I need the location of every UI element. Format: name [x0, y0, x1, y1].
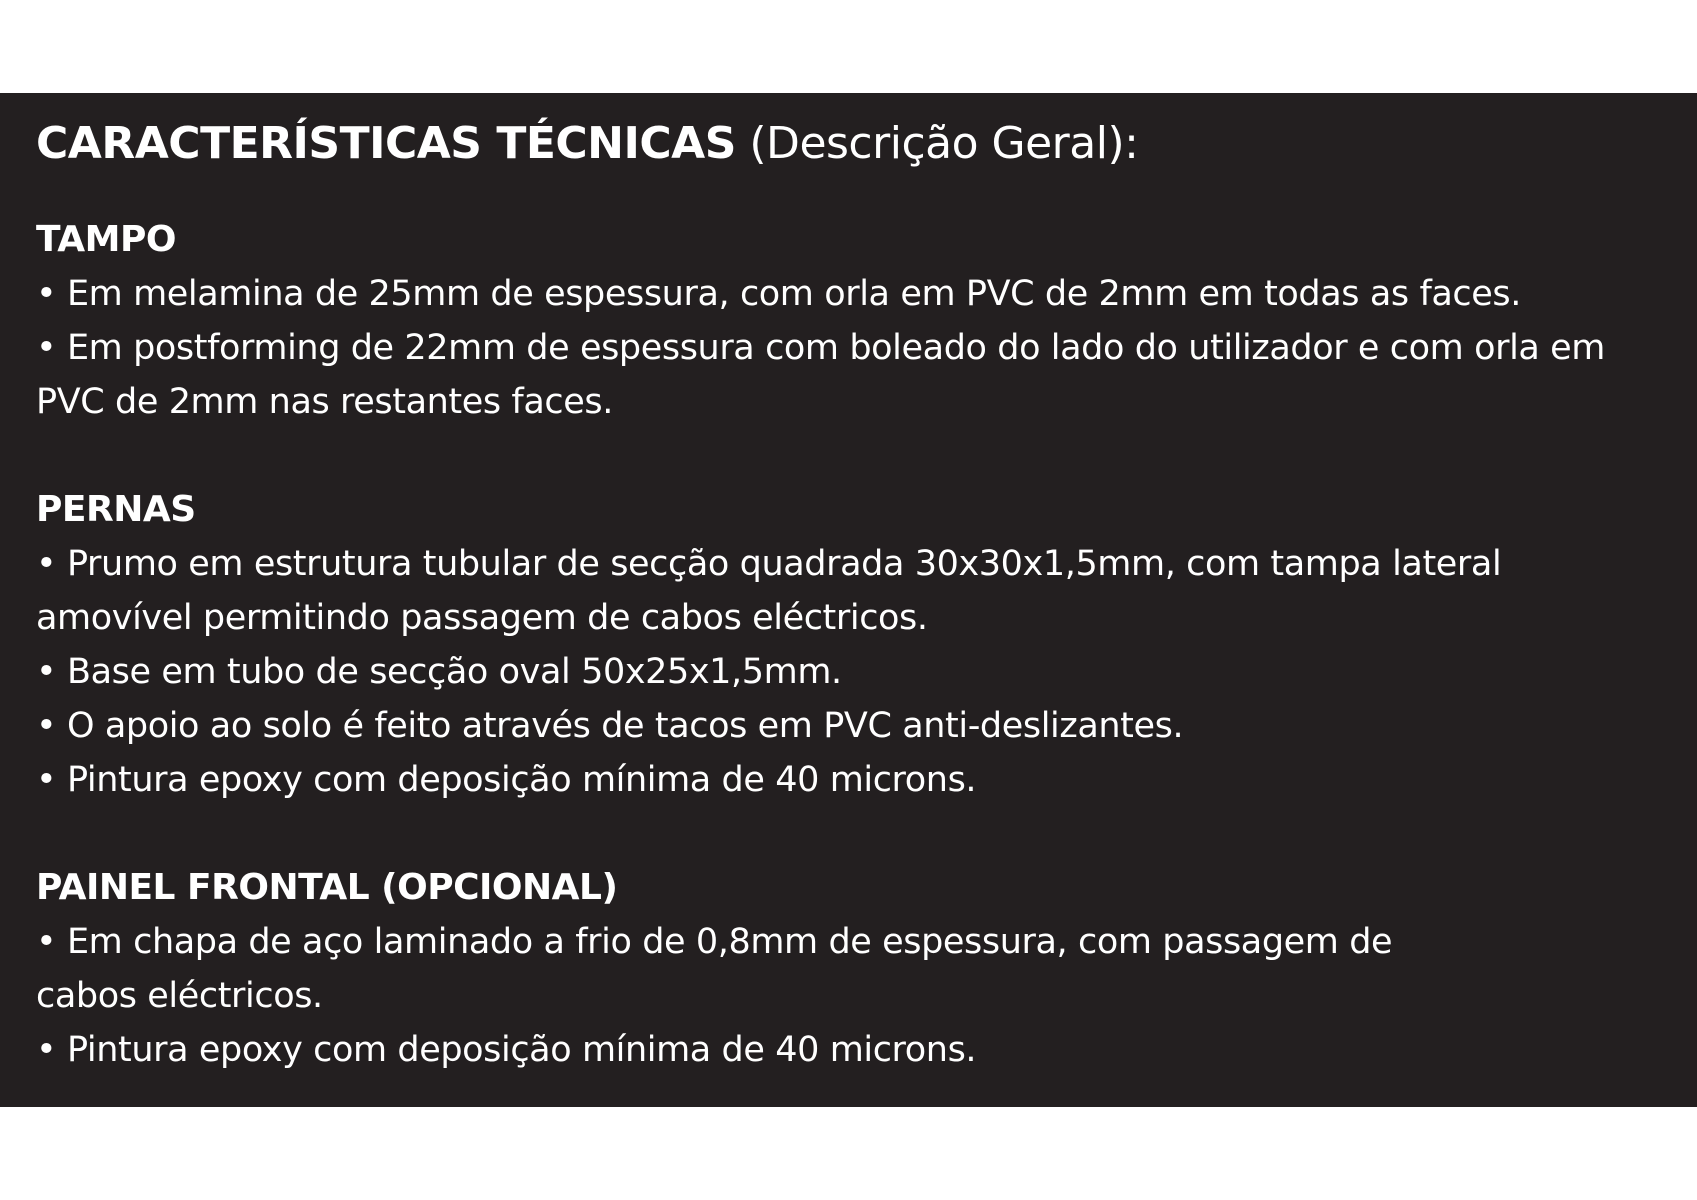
section-painel-frontal	[36, 861, 1667, 1077]
section-heading: PAINEL FRONTAL (OPCIONAL)	[36, 867, 618, 908]
spec-line: • Base em tubo de secção oval 50x25x1,5mm.	[36, 652, 842, 692]
spec-line: • Pintura epoxy com deposição mínima de 40 microns.	[36, 760, 977, 800]
spec-line: amovível permitindo passagem de cabos eléctricos.	[36, 598, 928, 638]
spec-line: • O apoio ao solo é feito através de tacos em PVC anti-deslizantes.	[36, 706, 1184, 746]
spec-line: • Em postforming de 22mm de espessura com boleado do lado do utilizador e com orla em	[36, 328, 1605, 368]
section-pernas	[36, 483, 1667, 807]
title-light: (Descrição Geral):	[735, 118, 1139, 169]
title-strong: CARACTERÍSTICAS TÉCNICAS	[36, 118, 736, 169]
section-heading: TAMPO	[36, 219, 176, 260]
section-tampo	[36, 213, 1667, 429]
page-title	[36, 115, 1667, 173]
spec-line: • Prumo em estrutura tubular de secção quadrada 30x30x1,5mm, com tampa lateral	[36, 544, 1502, 584]
spec-line: cabos eléctricos.	[36, 976, 323, 1016]
spec-line: • Em chapa de aço laminado a frio de 0,8mm de espessura, com passagem de	[36, 922, 1393, 962]
specifications-panel	[0, 93, 1697, 1107]
spec-line: • Em melamina de 25mm de espessura, com orla em PVC de 2mm em todas as faces.	[36, 274, 1521, 314]
spec-line: PVC de 2mm nas restantes faces.	[36, 382, 613, 422]
spec-line: • Pintura epoxy com deposição mínima de 40 microns.	[36, 1030, 977, 1070]
section-heading: PERNAS	[36, 489, 196, 530]
